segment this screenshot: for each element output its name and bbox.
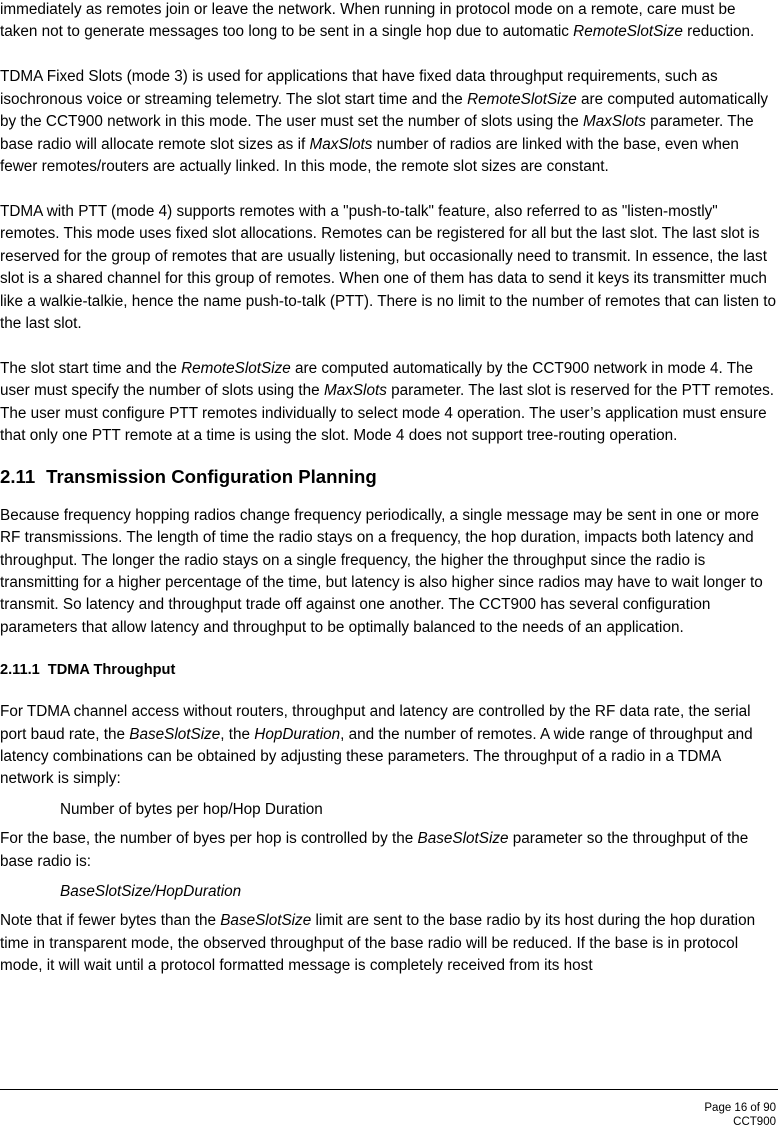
body-paragraph: For TDMA channel access without routers, throughput and latency are controlled by the RF data rate, the serial port baud rate, the BaseSlotSize, the HopDuration, and the number of remotes. A wide range of throughput and latency combinations can be obtained by adjusting these parameters. The throughput of a radio in a TDMA network is simply:: [0, 703, 753, 788]
body-paragraph: The slot start time and the RemoteSlotSize are computed automatically by the CCT900 network in mode 4. The user must specify the number of slots using the MaxSlots parameter. The last slot is reserved for the PTT remotes. The user must configure PTT remotes individually to select mode 4 operation. The user’s application must ensure that only one PTT remote at a time is using the slot. Mode 4 does not support tree-routing operation.: [0, 360, 774, 445]
body-paragraph: TDMA with PTT (mode 4) supports remotes with a "push-to-talk" feature, also referred to as "listen-mostly" remotes. This mode uses fixed slot allocations. Remotes can be registered for all but the last slot. The last slot is reserved for the group of remotes that are usually listening, but occasionally need to transmit. In essence, the last slot is a shared channel for this group of remotes. When one of them has data to send it keys its transmitter much like a walkie-talkie, hence the name push-to-talk (PTT). There is no limit to the number of remotes that can listen to the last slot.: [0, 203, 776, 333]
body-paragraph: For the base, the number of byes per hop is controlled by the BaseSlotSize parameter so the throughput of the base radio is:: [0, 830, 749, 870]
formula-base-throughput: BaseSlotSize/HopDuration: [60, 882, 242, 900]
formula-throughput: Number of bytes per hop/Hop Duration: [60, 800, 323, 818]
body-paragraph: TDMA Fixed Slots (mode 3) is used for applications that have fixed data throughput requirements, such as isochronous voice or streaming telemetry. The slot start time and the RemoteSlotSize are computed automatically by the CCT900 network in this mode. The user must set the number of slots using the MaxSlots parameter. The base radio will allocate remote slot sizes as if MaxSlots number of radios are linked with the base, even when fewer remotes/routers are actually linked. In this mode, the remote slot sizes are constant.: [0, 68, 769, 176]
footer-divider: [0, 1089, 778, 1090]
document-id: CCT900: [733, 1116, 776, 1128]
subsection-heading: 2.11.1 TDMA Throughput: [0, 662, 176, 679]
page-footer: [704, 1101, 776, 1129]
page-number: Page 16 of 90: [704, 1102, 776, 1114]
body-paragraph: Because frequency hopping radios change frequency periodically, a single message may be sent in one or more RF transmissions. The length of time the radio stays on a frequency, the hop duration, impacts both latency and throughput. The longer the radio stays on a single frequency, the higher the throughput since the radio is transmitting for a higher percentage of the time, but latency is also higher since radios may have to wait longer to transmit. So latency and throughput trade off against one another. The CCT900 has several configuration parameters that allow latency and throughput to be optimally balanced to the needs of an application.: [0, 506, 763, 636]
body-paragraph: immediately as remotes join or leave the network. When running in protocol mode on a remote, care must be taken not to generate messages too long to be sent in a single hop due to automatic RemoteSlotSize reduction.: [0, 1, 755, 41]
section-heading: 2.11 Transmission Configuration Planning: [0, 465, 377, 487]
body-paragraph: Note that if fewer bytes than the BaseSlotSize limit are sent to the base radio by its host during the hop duration time in transparent mode, the observed throughput of the base radio will be reduced. If the base is in protocol mode, it will wait until a protocol formatted message is completely received from its host: [0, 912, 756, 975]
